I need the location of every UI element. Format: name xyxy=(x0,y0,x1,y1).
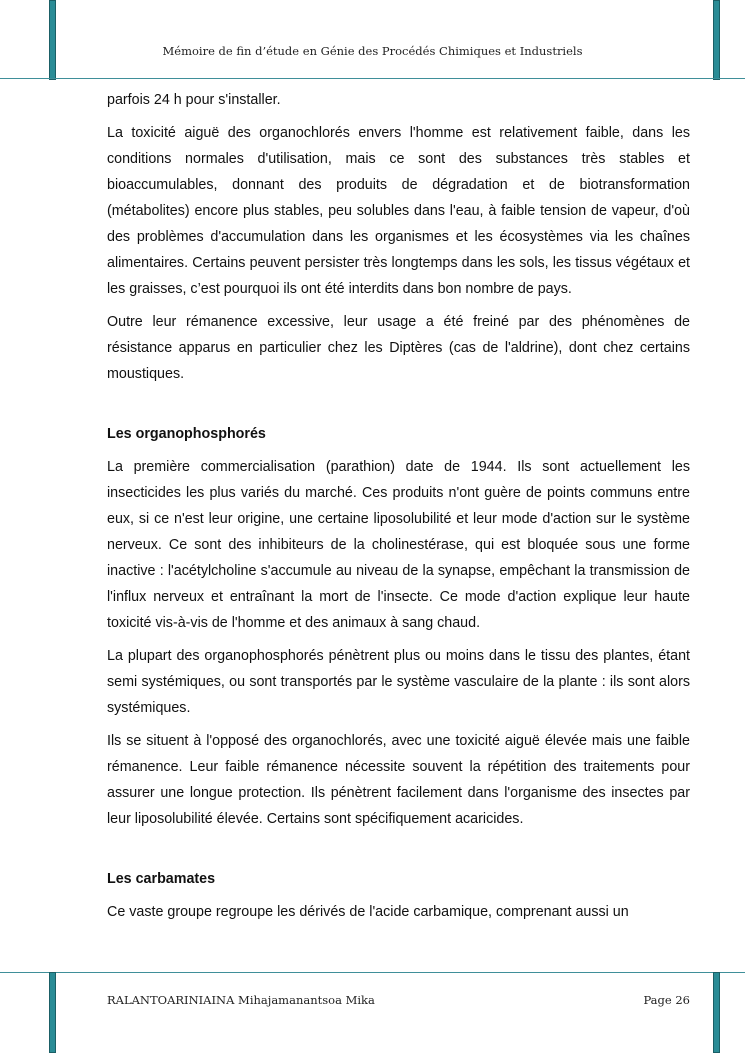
footer-rule xyxy=(0,972,745,973)
header-right-bar xyxy=(713,0,720,80)
page-number: Page 26 xyxy=(643,993,690,1007)
header-left-bar xyxy=(49,0,56,80)
header-rule xyxy=(0,78,745,79)
footer-author: RALANTOARINIAINA Mihajamanantsoa Mika xyxy=(107,993,375,1007)
footer-left-bar xyxy=(49,972,56,1053)
paragraph: parfois 24 h pour s'installer. xyxy=(107,92,281,108)
paragraph: La première commercialisation (parathion) date de 1944. Ils sont actuellement les insecticides les plus variés du marché. Ces produits n'ont guère de points communs entre eux, si ce n'est leur origine, une certaine liposolubilité et leur mode d'action sur le système nerveux. Ce sont des inhibiteurs de la cholinestérase, qui est bloquée sous une forme inactive : l'acétylcholine s'accumule au niveau de la synapse, empêchant la transmission de l'influx nerveux et entraînant la mort de l'insecte. Ce mode d'action explique leur haute toxicité vis-à-vis de l'homme et des animaux à sang chaud. xyxy=(107,459,690,631)
footer-right-bar xyxy=(713,972,720,1053)
paragraph: Outre leur rémanence excessive, leur usage a été freiné par des phénomènes de résistance apparus en particulier chez les Diptères (cas de l'aldrine), dont chez certains moustiques. xyxy=(107,314,690,382)
section-heading: Les carbamates xyxy=(107,871,216,887)
paragraph: Ce vaste groupe regroupe les dérivés de l'acide carbamique, comprenant aussi un xyxy=(107,904,629,920)
paragraph: La toxicité aiguë des organochlorés envers l'homme est relativement faible, dans les conditions normales d'utilisation, mais ce sont des substances très stables et bioaccumulables, donnant des produits de dégradation et de biotransformation (métabolites) encore plus stables, peu solubles dans l'eau, à faible tension de vapeur, d'où des problèmes d'accumulation dans les organismes et les écosystèmes via les chaînes alimentaires. Certains peuvent persister très longtemps dans les sols, les tissus végétaux et les graisses, c’est pourquoi ils ont été interdits dans bon nombre de pays. xyxy=(107,125,690,297)
running-header: Mémoire de fin d’étude en Génie des Procédés Chimiques et Industriels xyxy=(162,44,583,58)
paragraph: Ils se situent à l'opposé des organochlorés, avec une toxicité aiguë élevée mais une faible rémanence. Leur faible rémanence nécessite souvent la répétition des traitements pour assurer une longue protection. Ils pénètrent facilement dans l'organisme des insectes par leur liposolubilité élevée. Certains sont spécifiquement acaricides. xyxy=(107,733,690,827)
paragraph: La plupart des organophosphorés pénètrent plus ou moins dans le tissu des plantes, étant semi systémiques, ou sont transportés par le système vasculaire de la plante : ils sont alors systémiques. xyxy=(107,648,690,716)
section-heading: Les organophosphorés xyxy=(107,426,266,442)
page-body xyxy=(107,87,690,932)
